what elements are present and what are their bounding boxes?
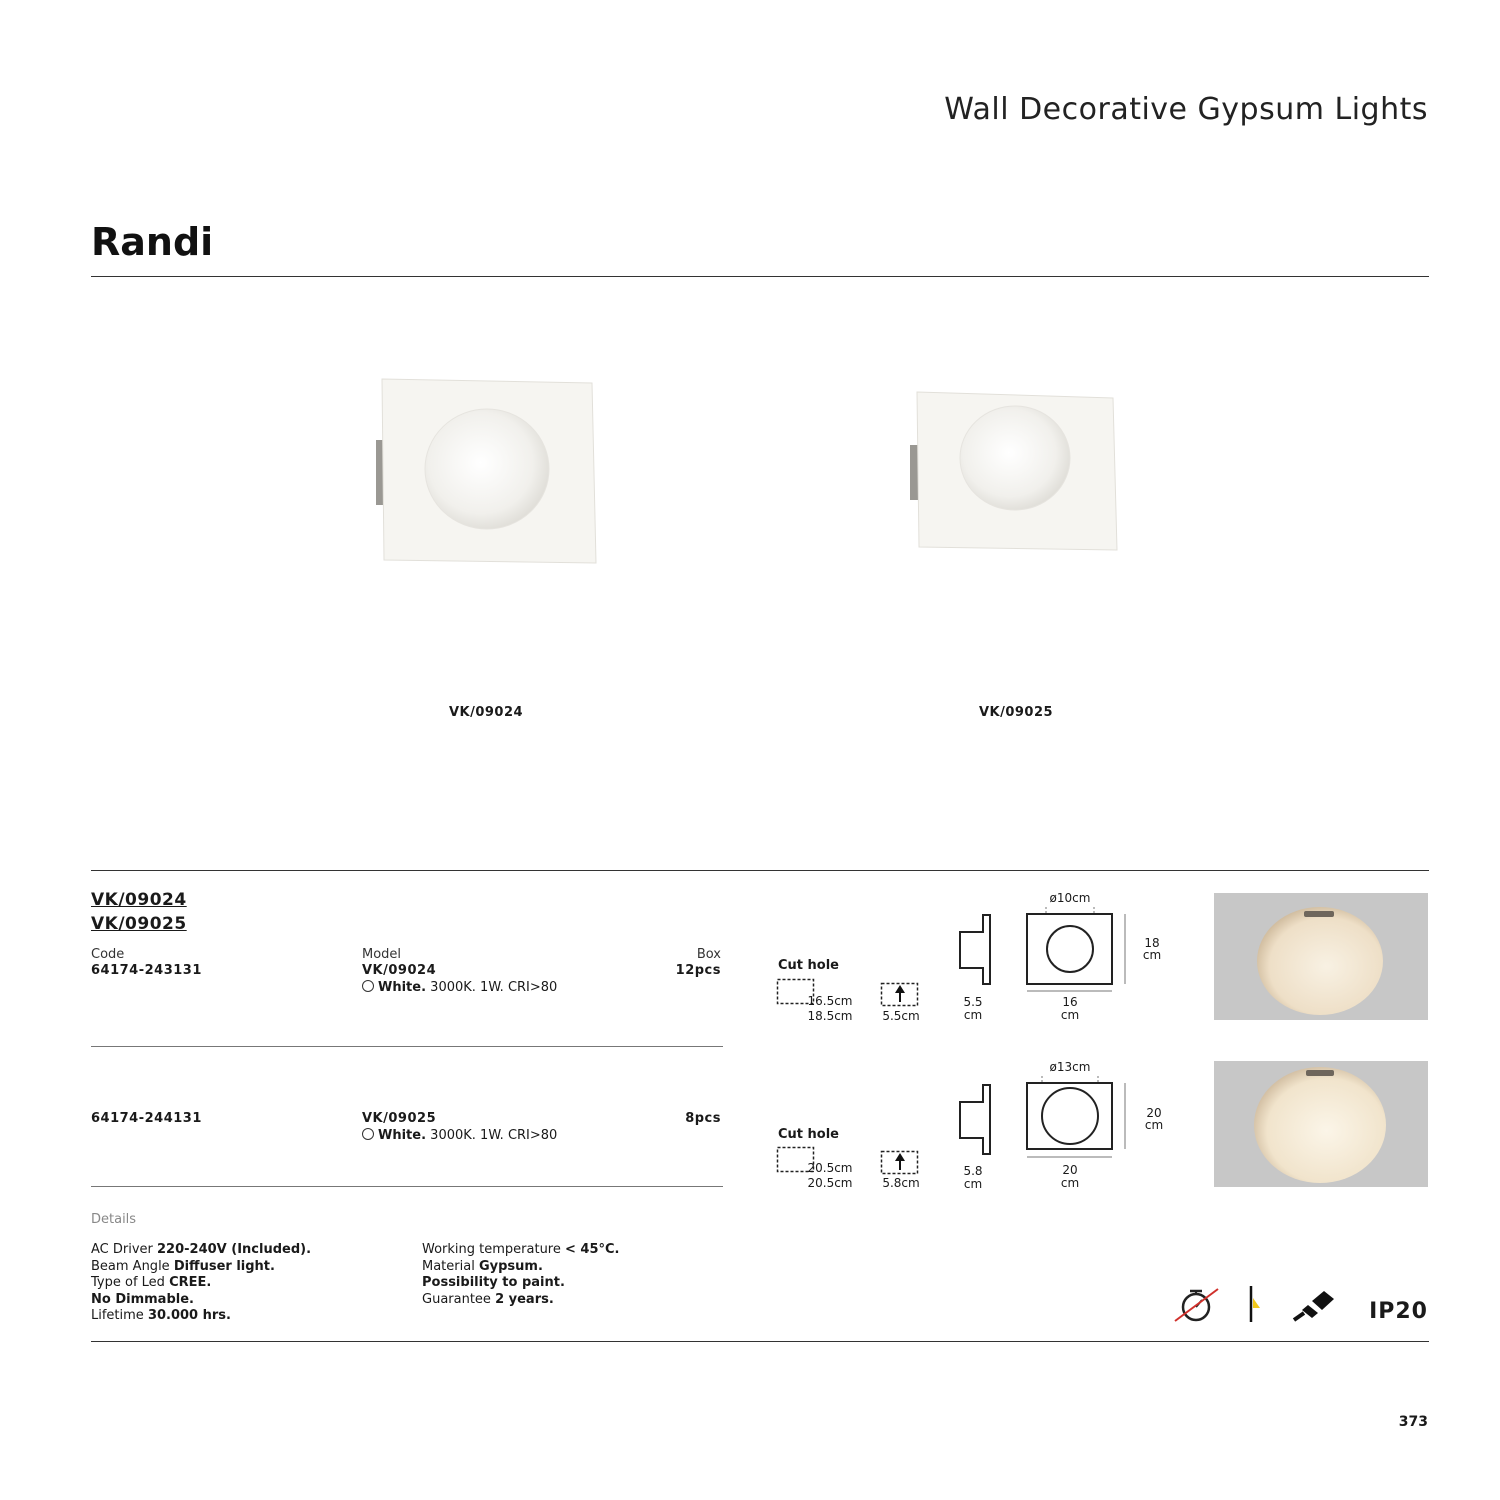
row1-front-height-unit: cm bbox=[1142, 948, 1162, 962]
product-photo-vk09024 bbox=[372, 375, 602, 570]
row2-light-effect-photo bbox=[1214, 1061, 1428, 1187]
photo-label-left: VK/09024 bbox=[448, 705, 524, 720]
details-left-column bbox=[91, 1242, 311, 1325]
product-photo-vk09025 bbox=[905, 390, 1125, 555]
row1-finish-label: White. bbox=[378, 980, 427, 995]
detail-material: Material Gypsum. bbox=[422, 1258, 543, 1274]
details-right-column bbox=[422, 1242, 620, 1308]
product-title: Randi bbox=[91, 220, 214, 264]
row1-divider bbox=[91, 1046, 723, 1047]
row2-divider bbox=[91, 1186, 723, 1187]
category-title: Wall Decorative Gypsum Lights bbox=[944, 92, 1428, 127]
row2-code: 64174-244131 bbox=[91, 1111, 202, 1126]
row2-cut-width: 20.5cm bbox=[807, 1161, 853, 1175]
row1-finish bbox=[362, 980, 557, 995]
photo-label-right: VK/09025 bbox=[978, 705, 1054, 720]
row1-side-unit: cm bbox=[963, 1008, 983, 1022]
row1-side-profile bbox=[955, 912, 995, 987]
row2-side-unit: cm bbox=[963, 1177, 983, 1191]
row1-cut-hole-label: Cut hole bbox=[778, 958, 839, 973]
row2-model: VK/09025 bbox=[362, 1111, 437, 1126]
detail-beam-angle: Beam Angle Diffuser light. bbox=[91, 1258, 275, 1274]
row1-front-height: 18 bbox=[1144, 936, 1160, 950]
code-heading-2: VK/09025 bbox=[91, 914, 187, 934]
row2-depth-arrow-icon bbox=[880, 1150, 920, 1176]
details-label: Details bbox=[91, 1212, 137, 1227]
row2-front-width-unit: cm bbox=[1060, 1176, 1080, 1190]
column-model-label: Model bbox=[362, 947, 402, 962]
row1-box: 12pcs bbox=[675, 963, 721, 978]
white-swatch-icon bbox=[362, 1128, 374, 1140]
code-heading-1: VK/09024 bbox=[91, 890, 187, 910]
row1-side-depth: 5.5 bbox=[963, 995, 983, 1009]
row1-depth-arrow-icon bbox=[880, 982, 920, 1008]
detail-paintable: Possibility to paint. bbox=[422, 1275, 565, 1290]
row1-code: 64174-243131 bbox=[91, 963, 202, 978]
bottom-divider bbox=[91, 1341, 1429, 1342]
row2-diameter: ø13cm bbox=[1049, 1060, 1091, 1074]
row1-front-width: 16 bbox=[1062, 995, 1078, 1009]
column-code-label: Code bbox=[91, 947, 125, 962]
row2-front-height-unit: cm bbox=[1144, 1118, 1164, 1132]
paintable-brush-icon bbox=[1290, 1287, 1338, 1323]
row2-front-view bbox=[1022, 1074, 1132, 1164]
row1-depth: 5.5cm bbox=[882, 1009, 920, 1023]
detail-lifetime: Lifetime 30.000 hrs. bbox=[91, 1308, 231, 1323]
row1-cut-height: 18.5cm bbox=[807, 1009, 853, 1023]
row1-finish-spec: 3000K. 1W. CRI>80 bbox=[430, 980, 558, 995]
row2-side-profile bbox=[955, 1082, 995, 1157]
detail-dimmable: No Dimmable. bbox=[91, 1291, 194, 1307]
row2-depth: 5.8cm bbox=[882, 1176, 920, 1190]
row1-front-width-unit: cm bbox=[1060, 1008, 1080, 1022]
row2-front-height: 20 bbox=[1146, 1106, 1162, 1120]
row1-model: VK/09024 bbox=[362, 963, 437, 978]
row1-cut-width: 16.5cm bbox=[807, 994, 853, 1008]
row2-finish-spec: 3000K. 1W. CRI>80 bbox=[430, 1128, 558, 1143]
row2-finish bbox=[362, 1128, 557, 1143]
row2-cut-height: 20.5cm bbox=[807, 1176, 853, 1190]
no-dimmable-icon bbox=[1172, 1286, 1222, 1324]
row1-diameter: ø10cm bbox=[1049, 891, 1091, 905]
row2-cut-hole-label: Cut hole bbox=[778, 1127, 839, 1142]
page-number: 373 bbox=[1398, 1414, 1428, 1430]
wall-mount-icon bbox=[1244, 1284, 1264, 1324]
title-divider bbox=[91, 276, 1429, 277]
column-box-label: Box bbox=[696, 947, 721, 962]
row1-front-view bbox=[1022, 905, 1132, 995]
row1-light-effect-photo bbox=[1214, 893, 1428, 1020]
spec-divider bbox=[91, 870, 1429, 871]
detail-guarantee: Guarantee 2 years. bbox=[422, 1291, 554, 1307]
ip-rating-badge: IP20 bbox=[1369, 1299, 1428, 1324]
detail-working-temperature: Working temperature < 45°C. bbox=[422, 1242, 620, 1257]
row2-side-depth: 5.8 bbox=[963, 1164, 983, 1178]
white-swatch-icon bbox=[362, 980, 374, 992]
detail-driver: AC Driver 220-240V (Included). bbox=[91, 1242, 312, 1257]
row2-front-width: 20 bbox=[1062, 1163, 1078, 1177]
row2-finish-label: White. bbox=[378, 1128, 427, 1143]
row2-box: 8pcs bbox=[685, 1111, 721, 1126]
detail-led-type: Type of Led CREE. bbox=[91, 1275, 212, 1290]
